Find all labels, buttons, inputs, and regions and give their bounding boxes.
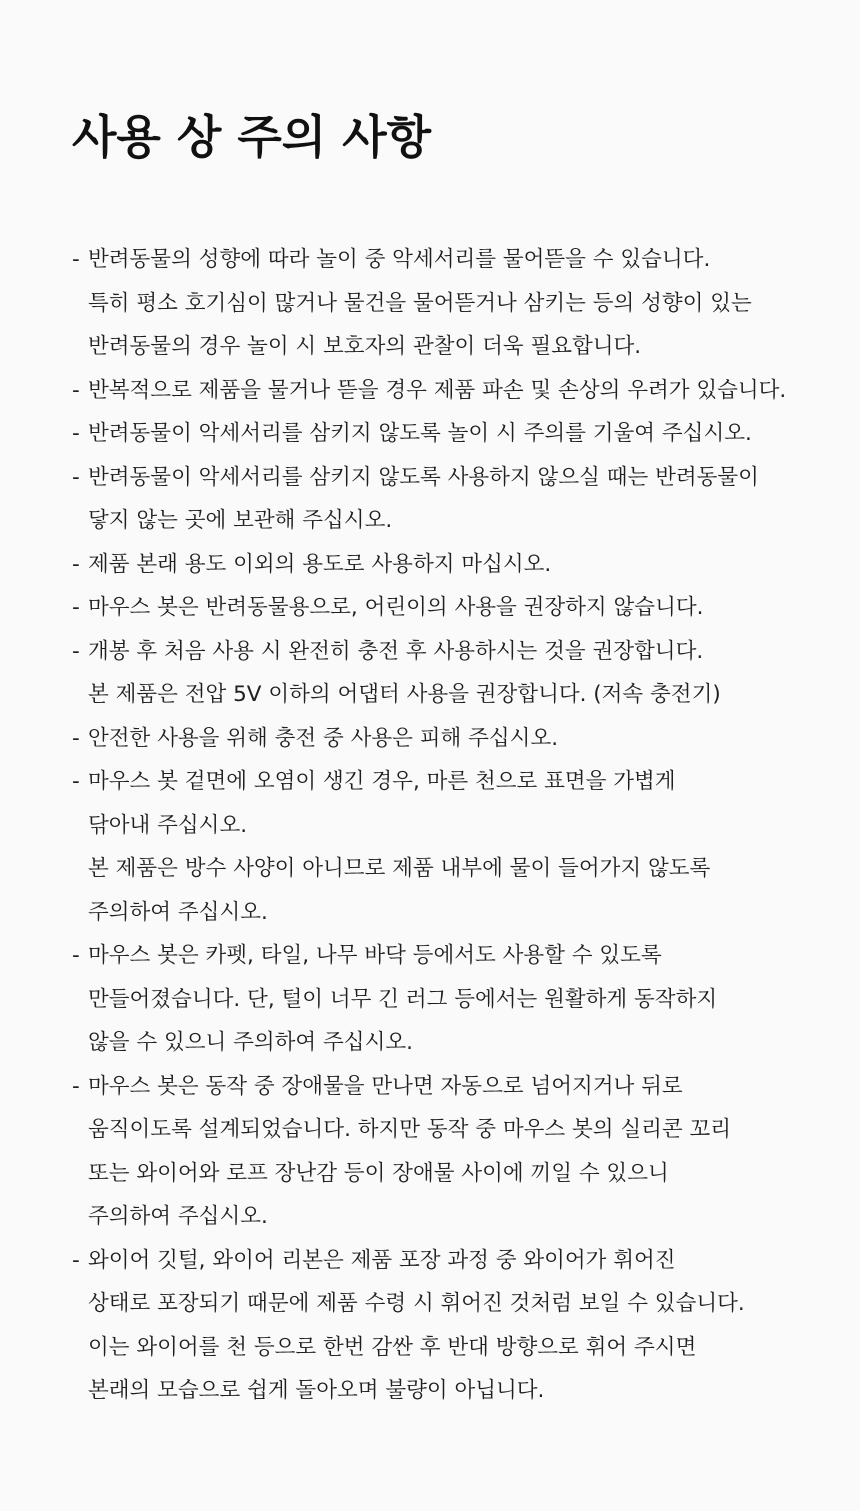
list-item-text: 마우스 봇은 카펫, 타일, 나무 바닥 등에서도 사용할 수 있도록 xyxy=(88,943,662,968)
list-item-text: 반려동물이 악세서리를 삼키지 않도록 사용하지 않으실 때는 반려동물이 xyxy=(88,464,759,490)
list-item-text: 마우스 봇은 반려동물용으로, 어린이의 사용을 권장하지 않습니다. xyxy=(88,595,704,620)
list-item-continuation xyxy=(72,1108,852,1152)
list-item-text: 반려동물의 경우 놀이 시 보호자의 관찰이 더욱 필요합니다. xyxy=(88,334,642,359)
list-item-continuation xyxy=(72,1195,852,1239)
list-item-text: 움직이도록 설계되었습니다. 하지만 동작 중 마우스 봇의 실리콘 꼬리 xyxy=(88,1117,732,1142)
list-item-text: 마우스 봇은 동작 중 장애물을 만나면 자동으로 넘어지거나 뒤로 xyxy=(88,1073,683,1099)
bullet-dash: - xyxy=(72,769,80,794)
list-item-text: 와이어 깃털, 와이어 리본은 제품 포장 과정 중 와이어가 휘어진 xyxy=(88,1247,676,1273)
list-item-continuation xyxy=(72,673,852,717)
list-item-continuation xyxy=(72,1326,852,1370)
list-item xyxy=(72,760,852,804)
bullet-dash: - xyxy=(72,1073,80,1099)
list-item xyxy=(72,238,852,282)
list-item-text: 본래의 모습으로 쉽게 돌아오며 불량이 아닙니다. xyxy=(88,1378,545,1403)
bullet-dash: - xyxy=(72,421,80,446)
page-title: 사용 상 주의 사항 xyxy=(72,110,432,164)
list-item-continuation xyxy=(72,499,852,543)
list-item-text: 반려동물의 성향에 따라 놀이 중 악세서리를 물어뜯을 수 있습니다. xyxy=(88,247,711,272)
list-item-text: 반복적으로 제품을 물거나 뜯을 경우 제품 파손 및 손상의 우려가 있습니다. xyxy=(88,377,787,403)
list-item xyxy=(72,586,852,630)
list-item-text: 또는 와이어와 로프 장난감 등이 장애물 사이에 끼일 수 있으니 xyxy=(88,1160,669,1186)
list-item xyxy=(72,543,852,587)
list-item-continuation xyxy=(72,282,852,326)
list-item xyxy=(72,934,852,978)
list-item xyxy=(72,1239,852,1283)
bullet-dash: - xyxy=(72,377,80,403)
list-item-continuation xyxy=(72,1282,852,1326)
list-item xyxy=(72,717,852,761)
list-item-text: 상태로 포장되기 때문에 제품 수령 시 휘어진 것처럼 보일 수 있습니다. xyxy=(88,1291,745,1316)
list-item-text: 본 제품은 전압 5V 이하의 어댑터 사용을 권장합니다. (저속 충전기) xyxy=(88,682,721,707)
list-item-continuation xyxy=(72,804,852,848)
list-item-continuation xyxy=(72,978,852,1022)
list-item-text: 주의하여 주십시오. xyxy=(88,899,268,925)
list-item-text: 안전한 사용을 위해 충전 중 사용은 피해 주십시오. xyxy=(88,725,559,751)
list-item-text: 특히 평소 호기심이 많거나 물건을 물어뜯거나 삼키는 등의 성향이 있는 xyxy=(88,290,752,316)
list-item xyxy=(72,1065,852,1109)
list-item-text: 본 제품은 방수 사양이 아니므로 제품 내부에 물이 들어가지 않도록 xyxy=(88,856,711,881)
list-item-text: 닿지 않는 곳에 보관해 주십시오. xyxy=(88,508,393,533)
list-item-text: 주의하여 주십시오. xyxy=(88,1204,268,1229)
list-item-continuation xyxy=(72,1369,852,1413)
bullet-dash: - xyxy=(72,595,80,620)
list-item xyxy=(72,412,852,456)
list-item-text: 닦아내 주십시오. xyxy=(88,812,248,838)
list-item-continuation xyxy=(72,847,852,891)
list-item-text: 개봉 후 처음 사용 시 완전히 충전 후 사용하시는 것을 권장합니다. xyxy=(88,638,704,664)
list-item-continuation xyxy=(72,891,852,935)
list-item-text: 반려동물이 악세서리를 삼키지 않도록 놀이 시 주의를 기울여 주십시오. xyxy=(88,421,752,446)
bullet-dash: - xyxy=(72,551,80,577)
list-item-text: 마우스 봇 겉면에 오염이 생긴 경우, 마른 천으로 표면을 가볍게 xyxy=(88,769,676,794)
list-item-text: 제품 본래 용도 이외의 용도로 사용하지 마십시오. xyxy=(88,551,552,577)
list-item-text: 이는 와이어를 천 등으로 한번 감싼 후 반대 방향으로 휘어 주시면 xyxy=(88,1334,697,1360)
list-item-text: 만들어졌습니다. 단, 털이 너무 긴 러그 등에서는 원활하게 동작하지 xyxy=(88,986,718,1012)
list-item-text: 않을 수 있으니 주의하여 주십시오. xyxy=(88,1030,413,1055)
list-item xyxy=(72,456,852,500)
list-item xyxy=(72,630,852,674)
list-item-continuation xyxy=(72,325,852,369)
caution-list xyxy=(72,238,852,1413)
bullet-dash: - xyxy=(72,638,80,664)
bullet-dash: - xyxy=(72,1247,80,1273)
list-item-continuation xyxy=(72,1152,852,1196)
list-item xyxy=(72,369,852,413)
bullet-dash: - xyxy=(72,725,80,751)
list-item-continuation xyxy=(72,1021,852,1065)
bullet-dash: - xyxy=(72,464,80,490)
bullet-dash: - xyxy=(72,247,80,272)
bullet-dash: - xyxy=(72,943,80,968)
